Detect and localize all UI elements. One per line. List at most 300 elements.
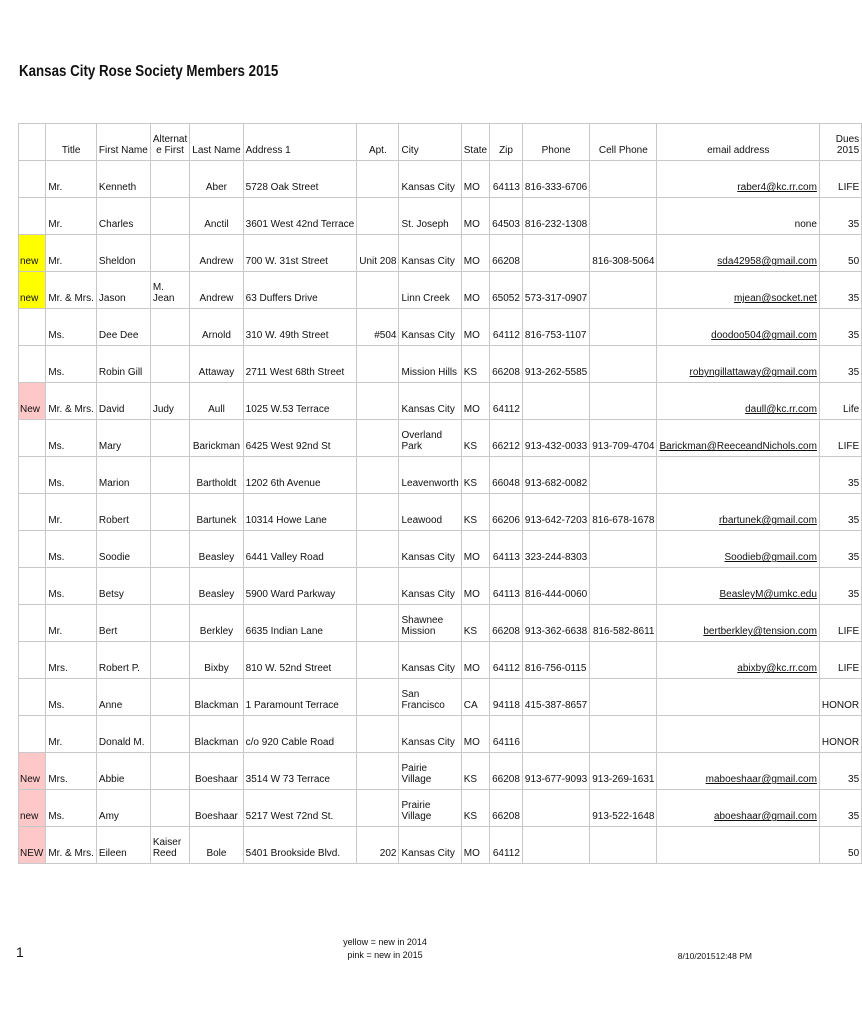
apt-cell [357,679,399,716]
first-name-cell: Sheldon [96,235,150,272]
dues-cell: 35 [819,494,861,531]
first-name-cell: Abbie [96,753,150,790]
state-cell: KS [461,346,489,383]
phone-cell: 913-432-0033 [522,420,589,457]
alt-first-cell [150,531,189,568]
apt-cell [357,790,399,827]
last-name-cell: Boeshaar [190,790,243,827]
title-cell: Ms. [46,457,97,494]
state-cell: KS [461,457,489,494]
last-name-cell: Barickman [190,420,243,457]
dues-cell: 35 [819,309,861,346]
zip-cell: 64112 [490,383,523,420]
city-cell: Kansas City [399,161,461,198]
first-name-cell: Anne [96,679,150,716]
address-cell: 63 Duffers Drive [243,272,357,309]
city-cell: Kansas City [399,827,461,864]
state-cell: MO [461,642,489,679]
cell-phone-cell [590,161,657,198]
phone-cell [522,790,589,827]
zip-cell: 64112 [490,309,523,346]
email-cell[interactable]: mjean@socket.net [657,272,819,309]
dues-cell: HONOR [819,679,861,716]
last-name-cell: Bole [190,827,243,864]
phone-cell: 913-262-5585 [522,346,589,383]
address-cell: 5401 Brookside Blvd. [243,827,357,864]
address-cell: 1025 W.53 Terrace [243,383,357,420]
city-cell: Kansas City [399,383,461,420]
cell-phone-cell [590,679,657,716]
status-cell [19,642,46,679]
alt-first-cell [150,235,189,272]
phone-cell: 913-642-7203 [522,494,589,531]
apt-cell [357,420,399,457]
phone-cell: 913-677-9093 [522,753,589,790]
zip-cell: 64112 [490,642,523,679]
address-cell: c/o 920 Cable Road [243,716,357,753]
apt-cell [357,161,399,198]
zip-cell: 66212 [490,420,523,457]
email-cell[interactable]: abixby@kc.rr.com [657,642,819,679]
apt-cell [357,642,399,679]
table-row [19,346,862,383]
zip-cell: 66208 [490,235,523,272]
last-name-cell: Berkley [190,605,243,642]
first-name-cell: Amy [96,790,150,827]
phone-cell [522,716,589,753]
state-cell: KS [461,753,489,790]
title-cell: Ms. [46,790,97,827]
address-cell: 10314 Howe Lane [243,494,357,531]
dues-cell: 50 [819,235,861,272]
state-cell: MO [461,568,489,605]
zip-cell: 66208 [490,346,523,383]
table-row [19,198,862,235]
address-cell: 2711 West 68th Street [243,346,357,383]
title-cell: Mrs. [46,642,97,679]
col-title-header: Title [46,124,97,161]
last-name-cell: Blackman [190,679,243,716]
address-cell: 6425 West 92nd St [243,420,357,457]
last-name-cell: Aber [190,161,243,198]
cell-phone-cell [590,272,657,309]
state-cell: MO [461,383,489,420]
city-cell: Linn Creek [399,272,461,309]
city-cell: Kansas City [399,235,461,272]
alt-first-cell [150,716,189,753]
title-cell: Mr. [46,716,97,753]
first-name-cell: Betsy [96,568,150,605]
first-name-cell: Kenneth [96,161,150,198]
last-name-cell: Anctil [190,198,243,235]
phone-cell: 913-682-0082 [522,457,589,494]
title-cell: Ms. [46,531,97,568]
last-name-cell: Aull [190,383,243,420]
table-row [19,679,862,716]
email-cell[interactable]: robyngillattaway@gmail.com [657,346,819,383]
city-cell: Kansas City [399,309,461,346]
first-name-cell: Donald M. [96,716,150,753]
col-alt-first-header: Alternat e First [150,124,189,161]
email-cell[interactable]: daull@kc.rr.com [657,383,819,420]
last-name-cell: Boeshaar [190,753,243,790]
email-cell[interactable]: Barickman@ReeceandNichols.com [657,420,819,457]
first-name-cell: David [96,383,150,420]
zip-cell: 66206 [490,494,523,531]
alt-first-cell [150,309,189,346]
apt-cell [357,346,399,383]
col-state-header: State [461,124,489,161]
email-cell [657,827,819,864]
table-row [19,642,862,679]
email-cell[interactable]: Soodieb@gmail.com [657,531,819,568]
first-name-cell: Robin Gill [96,346,150,383]
dues-cell: HONOR [819,716,861,753]
legend-pink: pink = new in 2015 [347,950,423,960]
first-name-cell: Robert [96,494,150,531]
col-status-header [19,124,46,161]
last-name-cell: Bartholdt [190,457,243,494]
alt-first-cell [150,346,189,383]
city-cell: Kansas City [399,716,461,753]
alt-first-cell [150,642,189,679]
city-cell: Kansas City [399,642,461,679]
alt-first-cell [150,494,189,531]
dues-cell: 35 [819,753,861,790]
status-cell [19,568,46,605]
table-row [19,383,862,420]
header-row [19,124,862,161]
col-email-header: email address [657,124,819,161]
alt-first-cell [150,420,189,457]
city-cell: San Francisco [399,679,461,716]
first-name-cell: Mary [96,420,150,457]
col-dues-header: Dues 2015 [819,124,861,161]
table-row [19,161,862,198]
dues-cell: 35 [819,457,861,494]
col-zip-header: Zip [490,124,523,161]
first-name-cell: Charles [96,198,150,235]
title-cell: Mr. [46,235,97,272]
address-cell: 6441 Valley Road [243,531,357,568]
first-name-cell: Bert [96,605,150,642]
last-name-cell: Andrew [190,272,243,309]
address-cell: 5728 Oak Street [243,161,357,198]
dues-cell: 35 [819,198,861,235]
status-cell [19,494,46,531]
last-name-cell: Arnold [190,309,243,346]
apt-cell [357,383,399,420]
email-cell [657,679,819,716]
cell-phone-cell [590,568,657,605]
title-cell: Ms. [46,346,97,383]
title-cell: Mr. & Mrs. [46,827,97,864]
apt-cell [357,457,399,494]
alt-first-cell [150,568,189,605]
phone-cell [522,827,589,864]
alt-first-cell [150,457,189,494]
status-cell: New [19,753,46,790]
cell-phone-cell [590,346,657,383]
status-cell [19,457,46,494]
last-name-cell: Bixby [190,642,243,679]
dues-cell: LIFE [819,642,861,679]
table-row [19,420,862,457]
last-name-cell: Blackman [190,716,243,753]
title-cell: Mr. [46,605,97,642]
cell-phone-cell [590,716,657,753]
phone-cell: 816-232-1308 [522,198,589,235]
first-name-cell: Robert P. [96,642,150,679]
phone-cell: 323-244-8303 [522,531,589,568]
alt-first-cell [150,790,189,827]
alt-first-cell: Kaiser Reed [150,827,189,864]
title-cell: Ms. [46,568,97,605]
dues-cell: 50 [819,827,861,864]
first-name-cell: Eileen [96,827,150,864]
title-cell: Mr. & Mrs. [46,383,97,420]
state-cell: KS [461,420,489,457]
status-cell: NEW [19,827,46,864]
members-table [18,123,862,864]
first-name-cell: Marion [96,457,150,494]
title-cell: Mr. [46,494,97,531]
zip-cell: 66208 [490,605,523,642]
cell-phone-cell [590,198,657,235]
zip-cell: 94118 [490,679,523,716]
col-address-header: Address 1 [243,124,357,161]
city-cell: St. Joseph [399,198,461,235]
apt-cell [357,605,399,642]
status-cell: new [19,235,46,272]
state-cell: MO [461,235,489,272]
apt-cell [357,198,399,235]
title-cell: Ms. [46,679,97,716]
zip-cell: 64116 [490,716,523,753]
email-cell[interactable]: BeasleyM@umkc.edu [657,568,819,605]
address-cell: 3514 W 73 Terrace [243,753,357,790]
status-cell [19,346,46,383]
address-cell: 810 W. 52nd Street [243,642,357,679]
city-cell: Shawnee Mission [399,605,461,642]
title-cell: Mr. & Mrs. [46,272,97,309]
alt-first-cell: M. Jean [150,272,189,309]
table-row [19,605,862,642]
email-cell[interactable]: aboeshaar@gmail.com [657,790,819,827]
apt-cell: #504 [357,309,399,346]
city-cell: Mission Hills [399,346,461,383]
title-cell: Mrs. [46,753,97,790]
apt-cell [357,272,399,309]
state-cell: MO [461,827,489,864]
cell-phone-cell: 816-582-8611 [590,605,657,642]
status-cell [19,716,46,753]
alt-first-cell [150,753,189,790]
email-cell[interactable]: rbartunek@gmail.com [657,494,819,531]
state-cell: MO [461,272,489,309]
phone-cell: 816-756-0115 [522,642,589,679]
table-row [19,235,862,272]
address-cell: 700 W. 31st Street [243,235,357,272]
col-city-header: City [399,124,461,161]
phone-cell: 573-317-0907 [522,272,589,309]
last-name-cell: Attaway [190,346,243,383]
phone-cell: 816-444-0060 [522,568,589,605]
address-cell: 1202 6th Avenue [243,457,357,494]
email-cell [657,716,819,753]
status-cell [19,679,46,716]
email-cell[interactable]: maboeshaar@gmail.com [657,753,819,790]
alt-first-cell [150,679,189,716]
first-name-cell: Jason [96,272,150,309]
alt-first-cell [150,605,189,642]
state-cell: MO [461,716,489,753]
city-cell: Prairie Village [399,790,461,827]
page-number: 1 [16,944,24,960]
dues-cell: Life [819,383,861,420]
apt-cell [357,753,399,790]
city-cell: Pairie Village [399,753,461,790]
cell-phone-cell: 913-269-1631 [590,753,657,790]
status-cell: New [19,383,46,420]
email-cell: none [657,198,819,235]
city-cell: Kansas City [399,531,461,568]
address-cell: 5217 West 72nd St. [243,790,357,827]
last-name-cell: Bartunek [190,494,243,531]
table-row [19,272,862,309]
title-cell: Ms. [46,309,97,346]
state-cell: KS [461,790,489,827]
status-cell [19,309,46,346]
last-name-cell: Beasley [190,531,243,568]
color-legend [300,936,470,962]
table-row [19,790,862,827]
col-last-name-header: Last Name [190,124,243,161]
state-cell: MO [461,198,489,235]
email-cell[interactable]: doodoo504@gmail.com [657,309,819,346]
zip-cell: 64112 [490,827,523,864]
col-cell-header: Cell Phone [590,124,657,161]
zip-cell: 64503 [490,198,523,235]
cell-phone-cell: 816-308-5064 [590,235,657,272]
table-row [19,753,862,790]
email-cell[interactable]: raber4@kc.rr.com [657,161,819,198]
apt-cell: 202 [357,827,399,864]
dues-cell: 35 [819,790,861,827]
title-cell: Mr. [46,198,97,235]
dues-cell: LIFE [819,161,861,198]
phone-cell: 415-387-8657 [522,679,589,716]
table-row [19,531,862,568]
zip-cell: 66048 [490,457,523,494]
table-row [19,716,862,753]
zip-cell: 64113 [490,531,523,568]
city-cell: Leawood [399,494,461,531]
apt-cell [357,494,399,531]
legend-yellow: yellow = new in 2014 [343,937,427,947]
state-cell: CA [461,679,489,716]
phone-cell [522,383,589,420]
cell-phone-cell: 816-678-1678 [590,494,657,531]
col-apt-header: Apt. [357,124,399,161]
cell-phone-cell [590,309,657,346]
email-cell[interactable]: bertberkley@tension.com [657,605,819,642]
cell-phone-cell [590,457,657,494]
status-cell [19,198,46,235]
status-cell [19,161,46,198]
zip-cell: 65052 [490,272,523,309]
state-cell: KS [461,494,489,531]
dues-cell: LIFE [819,420,861,457]
status-cell: new [19,272,46,309]
apt-cell [357,531,399,568]
page-title: Kansas City Rose Society Members 2015 [19,63,279,80]
table-row [19,827,862,864]
status-cell [19,605,46,642]
title-cell: Ms. [46,420,97,457]
zip-cell: 66208 [490,790,523,827]
state-cell: MO [461,309,489,346]
first-name-cell: Dee Dee [96,309,150,346]
dues-cell: LIFE [819,605,861,642]
phone-cell: 816-333-6706 [522,161,589,198]
phone-cell: 816-753-1107 [522,309,589,346]
col-phone-header: Phone [522,124,589,161]
cell-phone-cell: 913-522-1648 [590,790,657,827]
last-name-cell: Beasley [190,568,243,605]
zip-cell: 66208 [490,753,523,790]
dues-cell: 35 [819,531,861,568]
address-cell: 6635 Indian Lane [243,605,357,642]
city-cell: Kansas City [399,568,461,605]
alt-first-cell [150,161,189,198]
address-cell: 310 W. 49th Street [243,309,357,346]
alt-first-cell [150,198,189,235]
email-cell[interactable]: sda42958@gmail.com [657,235,819,272]
cell-phone-cell [590,383,657,420]
status-cell [19,531,46,568]
apt-cell [357,568,399,605]
city-cell: Overland Park [399,420,461,457]
cell-phone-cell: 913-709-4704 [590,420,657,457]
table-row [19,494,862,531]
table-row [19,309,862,346]
cell-phone-cell [590,531,657,568]
zip-cell: 64113 [490,568,523,605]
table-row [19,457,862,494]
state-cell: MO [461,531,489,568]
title-cell: Mr. [46,161,97,198]
dues-cell: 35 [819,346,861,383]
cell-phone-cell [590,827,657,864]
phone-cell [522,235,589,272]
city-cell: Leavenworth [399,457,461,494]
apt-cell [357,716,399,753]
apt-cell: Unit 208 [357,235,399,272]
address-cell: 3601 West 42nd Terrace [243,198,357,235]
status-cell: new [19,790,46,827]
address-cell: 1 Paramount Terrace [243,679,357,716]
zip-cell: 64113 [490,161,523,198]
print-timestamp: 8/10/201512:48 PM [677,951,752,961]
first-name-cell: Soodie [96,531,150,568]
cell-phone-cell [590,642,657,679]
col-first-name-header: First Name [96,124,150,161]
email-cell [657,457,819,494]
phone-cell: 913-362-6638 [522,605,589,642]
status-cell [19,420,46,457]
last-name-cell: Andrew [190,235,243,272]
